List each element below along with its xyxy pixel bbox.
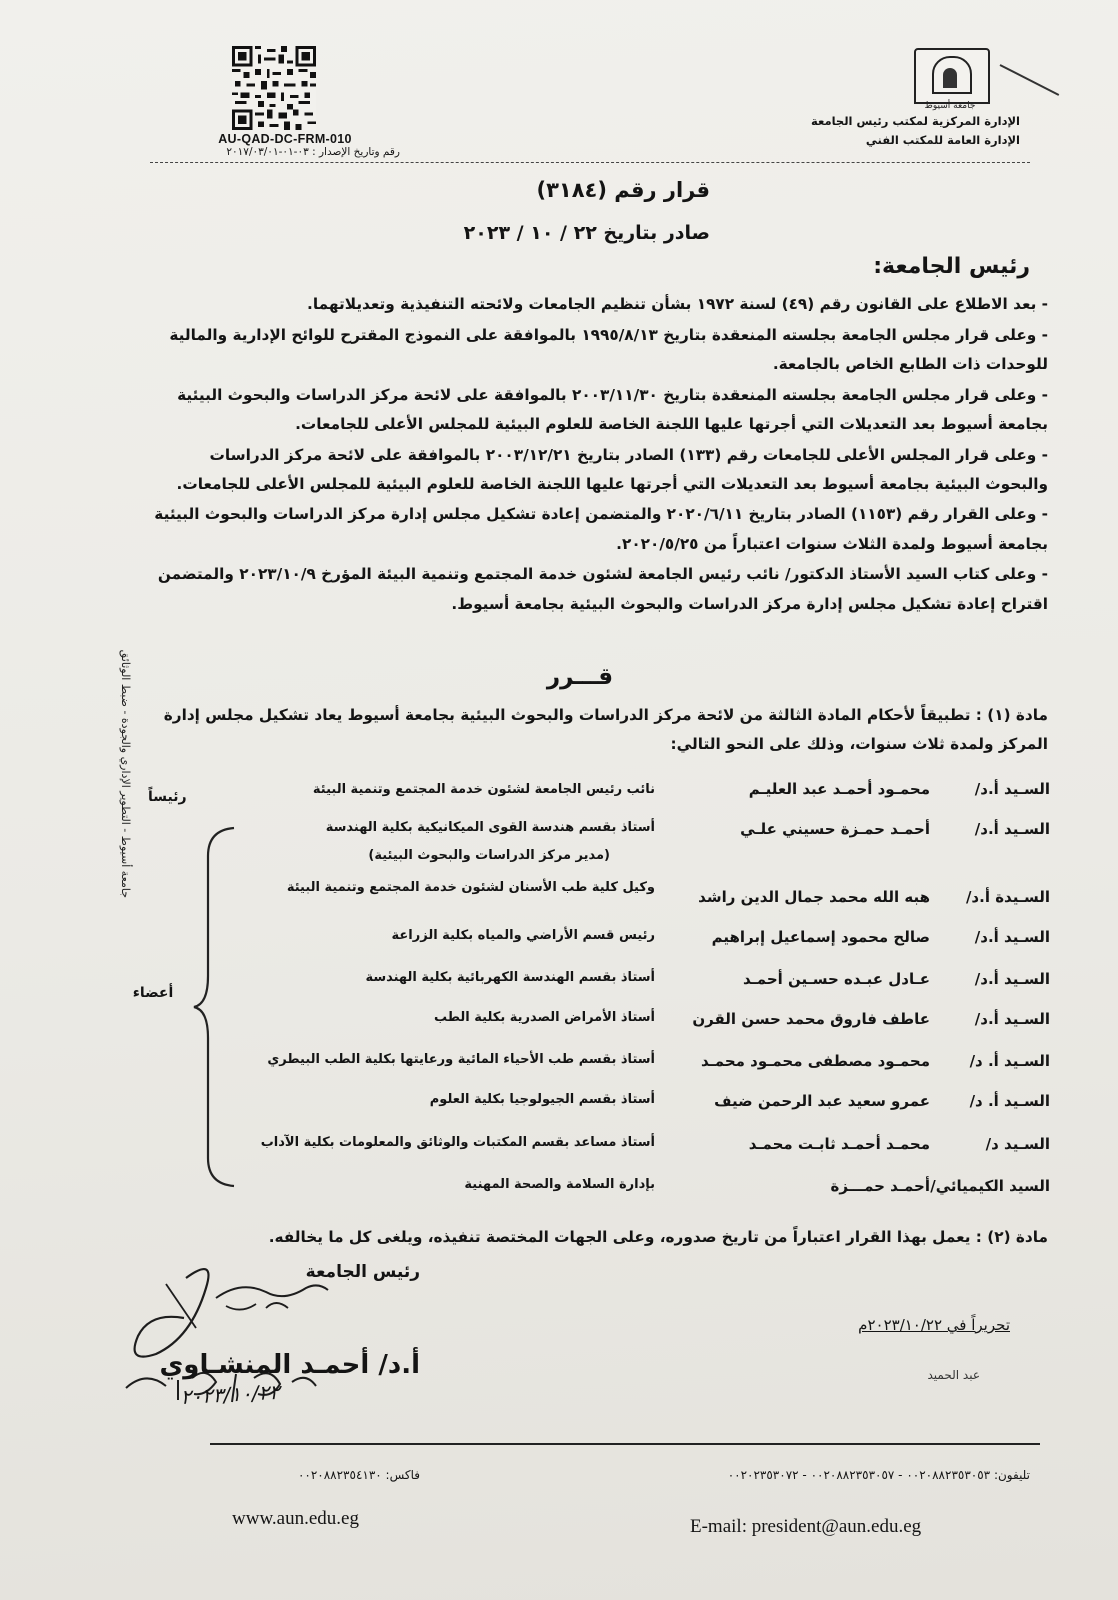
member-name: عمرو سعيد عبد الرحمن ضيف bbox=[714, 1092, 930, 1110]
member-title: السـيد أ. د/ bbox=[969, 1052, 1050, 1070]
issued-date: صادر بتاريخ ٢٢ / ١٠ / ٢٠٢٣ bbox=[463, 222, 710, 244]
member-role: رئيس قسم الأراضي والمياه بكلية الزراعة bbox=[391, 928, 655, 943]
member-title: السـيد أ. د/ bbox=[969, 1092, 1050, 1110]
university-logo bbox=[914, 48, 990, 104]
member-name: صالح محمود إسماعيل إبراهيم bbox=[711, 928, 930, 946]
form-code: AU-QAD-DC-FRM-010 bbox=[218, 132, 352, 146]
article-1: مادة (١) : تطبيقاً لأحكام المادة الثالثة من لائحة مركز الدراسات والبحوث البيئية بجامعة أسيوط يعاد تشكيل مجلس إدارة المركز ولمدة ثلاث سنوات، وذلك على النحو التالي: bbox=[163, 706, 1048, 753]
member-title: السـيد أ.د/ bbox=[974, 970, 1050, 988]
prelude-section bbox=[150, 290, 1048, 620]
prelude-item: - وعلى قرار مجلس الجامعة بجلسته المنعقدة بتاريخ ٢٠٠٣/١١/٣٠ بالموافقة على لائحة مركز الدراسات والبحوث البيئية بجامعة أسيوط بعد التعديلات التي أجرتها عليها اللجنة الخاصة للعلوم البيئية للمجلس الأعلى للجامعات. bbox=[177, 385, 1048, 433]
member-title: السـيد أ.د/ bbox=[974, 780, 1050, 798]
logo-door-icon bbox=[943, 68, 957, 88]
issue-date-label: رقم وتاريخ الإصدار : ٠٣-٠١-٢٠١٧/٠٣/٠١ bbox=[226, 146, 400, 158]
member-name: هبه الله محمد جمال الدين راشد bbox=[698, 888, 930, 906]
member-role: أستاذ الأمراض الصدرية بكلية الطب bbox=[433, 1010, 655, 1025]
written-date: تحريراً في ٢٠٢٣/١٠/٢٢م bbox=[858, 1316, 1010, 1334]
member-title: السـيدة أ.د/ bbox=[965, 888, 1050, 906]
prelude-item: - بعد الاطلاع على القانون رقم (٤٩) لسنة ١٩٧٢ بشأن تنظيم الجامعات ولائحته التنفيذية وتعديلاتهما. bbox=[307, 295, 1048, 313]
signature-title: رئيس الجامعة bbox=[305, 1262, 420, 1282]
member-name: محمـود أحمـد عبد العليـم bbox=[748, 780, 930, 798]
president-heading: رئيس الجامعة: bbox=[873, 254, 1030, 279]
member-name: محمـود مصطفى محمـود محمـد bbox=[700, 1052, 930, 1070]
member-role-note: (مدير مركز الدراسات والبحوث البيئية) bbox=[368, 848, 610, 863]
member-role: نائب رئيس الجامعة لشئون خدمة المجتمع وتنمية البيئة bbox=[312, 782, 655, 797]
chair-label: رئيساً bbox=[148, 789, 187, 805]
prelude-item: - وعلى القرار رقم (١١٥٣) الصادر بتاريخ ٢٠٢٠/٦/١١ والمتضمن إعادة تشكيل مجلس إدارة مركز الدراسات والبحوث البيئية بجامعة أسيوط ولمدة الثلاث سنوات اعتباراً من ٢٠٢٠/٥/٢٥. bbox=[154, 505, 1048, 553]
member-role: أستاذ بقسم الجيولوجيا بكلية العلوم bbox=[429, 1092, 655, 1107]
member-role: أستاذ بقسم الهندسة الكهربائية بكلية الهندسة bbox=[365, 970, 655, 985]
member-role: بإدارة السلامة والصحة المهنية bbox=[464, 1177, 655, 1192]
prelude-item: - وعلى قرار المجلس الأعلى للجامعات رقم (١٣٣) الصادر بتاريخ ٢٠٠٣/١٢/٢١ بالموافقة على لائحة مركز الدراسات والبحوث البيئية بجامعة أسيوط بعد التعديلات التي أجرتها عليها اللجنة الخاصة للعلوم البيئية للمجلس الأعلى للجامعات. bbox=[176, 445, 1048, 493]
prelude-item: - وعلى كتاب السيد الأستاذ الدكتور/ نائب رئيس الجامعة لشئون خدمة المجتمع وتنمية البيئة المؤرخ ٢٠٢٣/١٠/٩ والمتضمن اقتراح إعادة تشكيل مجلس إدارة مركز الدراسات والبحوث البيئية بجامعة أسيوط. bbox=[157, 565, 1048, 613]
member-name: أحمـد حمـزة حسيني علـي bbox=[740, 820, 930, 838]
member-name: أحمـد حمـــزة bbox=[830, 1177, 930, 1195]
member-title: السـيد د/ bbox=[985, 1135, 1050, 1153]
footer-email[interactable]: E-mail: president@aun.edu.eg bbox=[690, 1516, 922, 1537]
member-role: أستاذ بقسم طب الأحياء المائية ورعايتها بكلية الطب البيطري bbox=[267, 1052, 655, 1067]
margin-note: جامعة أسيوط - التطوير الإداري والجودة - ضبط الوثائق bbox=[119, 649, 132, 898]
admin-line-2: الإدارة العامة للمكتب الفني bbox=[865, 133, 1020, 147]
member-title: السيد الكيميائي/ bbox=[930, 1177, 1050, 1195]
member-role: أستاذ بقسم هندسة القوى الميكانيكية بكلية الهندسة bbox=[325, 820, 655, 835]
footer-divider bbox=[210, 1443, 1040, 1445]
members-label: أعضاء bbox=[132, 985, 174, 1001]
header-divider bbox=[150, 162, 1030, 163]
member-title: السـيد أ.د/ bbox=[974, 820, 1050, 838]
member-title: السـيد أ.د/ bbox=[974, 1010, 1050, 1028]
member-name: عاطف فاروق محمد حسن القرن bbox=[692, 1010, 930, 1028]
member-name: محمـد أحمـد ثابـت محمـد bbox=[748, 1135, 930, 1153]
footer-phones: تليفون: ٠٠٢٠٨٨٢٣٥٣٠٥٣ - ٠٠٢٠٨٨٢٣٥٣٠٥٧ - ٠٠٢٠٢٣٥٣٠٧٢ bbox=[727, 1468, 1030, 1482]
footer-website[interactable]: www.aun.edu.eg bbox=[232, 1508, 359, 1529]
clerk-initials: عبد الحميد bbox=[927, 1368, 980, 1382]
member-role: أستاذ مساعد بقسم المكتبات والوثائق والمعلومات بكلية الآداب bbox=[260, 1135, 655, 1150]
prelude-item: - وعلى قرار مجلس الجامعة بجلسته المنعقدة بتاريخ ١٩٩٥/٨/١٣ بالموافقة على النموذج المقترح للوائح الإدارية والمالية للوحدات ذات الطابع الخاص بالجامعة. bbox=[169, 325, 1048, 373]
resolved-heading: قـــرر bbox=[546, 664, 614, 690]
member-name: عـادل عبـده حسـين أحمـد bbox=[742, 970, 930, 988]
pen-mark bbox=[1000, 64, 1060, 96]
admin-department bbox=[790, 112, 1020, 150]
admin-line-1: الإدارة المركزية لمكتب رئيس الجامعة bbox=[811, 114, 1020, 128]
handwritten-date: ٢٠٢٣/١٠/٢٢ bbox=[179, 1379, 281, 1409]
members-brace-icon bbox=[190, 826, 240, 1188]
footer-fax: فاكس: ٠٠٢٠٨٨٢٣٥٤١٣٠ bbox=[297, 1468, 420, 1482]
signatory-name: أ.د/ أحمـد المنشـاوي bbox=[159, 1350, 420, 1380]
member-role: وكيل كلية طب الأسنان لشئون خدمة المجتمع وتنمية البيئة bbox=[286, 880, 655, 895]
logo-caption: جامعة أسيوط bbox=[924, 101, 976, 111]
member-title: السـيد أ.د/ bbox=[974, 928, 1050, 946]
decree-title: قرار رقم (٣١٨٤) bbox=[536, 178, 710, 202]
qr-code-icon bbox=[232, 46, 316, 130]
article-2: مادة (٢) : يعمل بهذا القرار اعتباراً من تاريخ صدوره، وعلى الجهات المختصة تنفيذه، ويلغى كل ما يخالفه. bbox=[268, 1228, 1048, 1246]
